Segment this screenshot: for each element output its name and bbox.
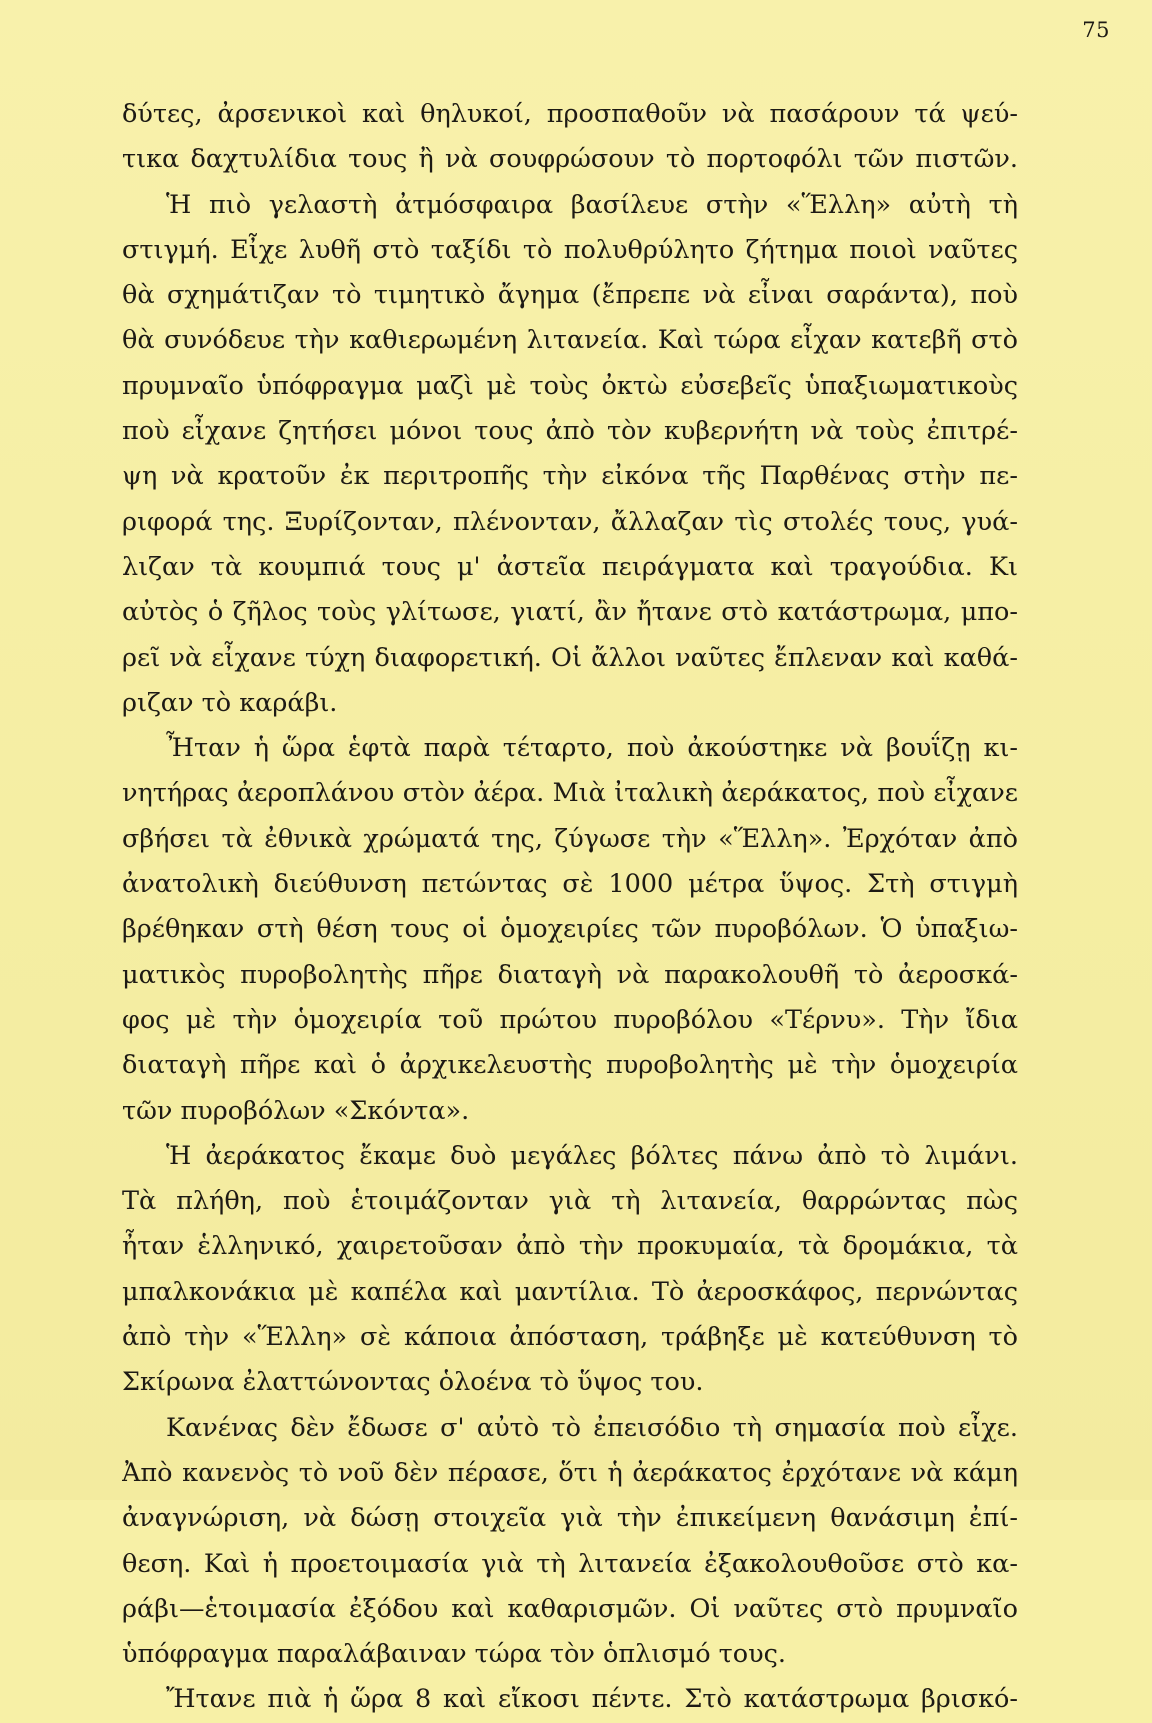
text-line: τῶν πυροβόλων «Σκόντα». xyxy=(122,1095,470,1126)
text-line: ρεῖ νὰ εἶχανε τύχη διαφορετική. Οἱ ἄλλοι ναῦτες ἔπλεναν καὶ καθά- xyxy=(122,642,1018,673)
text-line: στιγμή. Εἶχε λυθῆ στὸ ταξίδι τὸ πολυθρύλητο ζήτημα ποιοὶ ναῦτες xyxy=(122,234,1018,265)
text-line: αὐτὸς ὁ ζῆλος τοὺς γλίτωσε, γιατί, ἂν ἤτανε στὸ κατάστρωμα, μπο- xyxy=(122,597,1018,628)
text-line: δύτες, ἀρσενικοὶ καὶ θηλυκοί, προσπαθοῦν νὰ πασάρουν τά ψεύ- xyxy=(122,99,1018,129)
text-line: ριζαν τὸ καράβι. xyxy=(122,687,338,718)
text-line: ἀναγνώριση, νὰ δώσῃ στοιχεῖα γιὰ τὴν ἐπικείμενη θανάσιμη ἐπί- xyxy=(122,1503,1018,1534)
text-line: θὰ συνόδευε τὴν καθιερωμένη λιτανεία. Καὶ τώρα εἶχαν κατεβῆ στὸ xyxy=(122,325,1018,356)
page-number: 75 xyxy=(1082,18,1110,42)
text-line: Ἦταν ἡ ὥρα ἑφτὰ παρὰ τέταρτο, ποὺ ἀκούστηκε νὰ βουΐζῃ κι- xyxy=(166,733,1018,764)
page-text xyxy=(122,92,1018,1723)
text-line: θεση. Καὶ ἡ προετοιμασία γιὰ τὴ λιτανεία ἐξακολουθοῦσε στὸ κα- xyxy=(122,1548,1018,1579)
text-line: Σκίρωνα ἐλαττώνοντας ὁλοένα τὸ ὕψος του. xyxy=(122,1367,704,1398)
text-line: Ἀπὸ κανενὸς τὸ νοῦ δὲν πέρασε, ὅτι ἡ ἀεράκατος ἐρχότανε νὰ κάμη xyxy=(122,1457,1018,1488)
text-line: λιζαν τὰ κουμπιά τους μ' ἀστεῖα πειράγματα καὶ τραγούδια. Κι xyxy=(122,551,1018,582)
text-line: σβήσει τὰ ἐθνικὰ χρώματά της, ζύγωσε τὴν «Ἕλλη». Ἐρχόταν ἀπὸ xyxy=(122,823,1018,854)
text-line: Ἤτανε πιὰ ἡ ὥρα 8 καὶ εἴκοσι πέντε. Στὸ κατάστρωμα βρισκό- xyxy=(166,1684,1018,1715)
text-line: ἦταν ἑλληνικό, χαιρετοῦσαν ἀπὸ τὴν προκυμαία, τὰ δρομάκια, τὰ xyxy=(122,1231,1018,1262)
text-line: Ἡ πιὸ γελαστὴ ἀτμόσφαιρα βασίλευε στὴν «Ἕλλη» αὐτὴ τὴ xyxy=(166,189,1018,220)
text-line: Κανένας δὲν ἔδωσε σ' αὐτὸ τὸ ἐπεισόδιο τὴ σημασία ποὺ εἶχε. xyxy=(166,1412,1018,1443)
text-line: Ἡ ἀεράκατος ἔκαμε δυὸ μεγάλες βόλτες πάνω ἀπὸ τὸ λιμάνι. xyxy=(166,1140,1018,1171)
text-line: ἀπὸ τὴν «Ἕλλη» σὲ κάποια ἀπόσταση, τράβηξε μὲ κατεύθυνση τὸ xyxy=(122,1322,1018,1353)
text-line: ποὺ εἶχανε ζητήσει μόνοι τους ἀπὸ τὸν κυβερνήτη νὰ τοὺς ἐπιτρέ- xyxy=(122,416,1018,447)
text-line: ὑπόφραγμα παραλάβαιναν τώρα τὸν ὁπλισμό τους. xyxy=(122,1639,787,1670)
text-line: φος μὲ τὴν ὁμοχειρία τοῦ πρώτου πυροβόλου «Τέρνυ». Τὴν ἴδια xyxy=(122,1004,1018,1035)
text-line: ριφορά της. Ξυρίζονταν, πλένονταν, ἄλλαζαν τὶς στολές τους, γυά- xyxy=(122,506,1018,537)
text-line: ματικὸς πυροβολητὴς πῆρε διαταγὴ νὰ παρακολουθῆ τὸ ἀεροσκά- xyxy=(122,959,1018,990)
text-line: νητήρας ἀεροπλάνου στὸν ἀέρα. Μιὰ ἰταλικὴ ἀεράκατος, ποὺ εἶχανε xyxy=(122,778,1018,809)
text-line: ψη νὰ κρατοῦν ἐκ περιτροπῆς τὴν εἰκόνα τῆς Παρθένας στὴν πε- xyxy=(122,461,1018,492)
text-line: ἀνατολικὴ διεύθυνση πετώντας σὲ 1000 μέτρα ὕψος. Στὴ στιγμὴ xyxy=(122,869,1018,900)
text-line: ράβι—ἑτοιμασία ἐξόδου καὶ καθαρισμῶν. Οἱ ναῦτες στὸ πρυμναῖο xyxy=(122,1593,1018,1624)
text-line: θὰ σχημάτιζαν τὸ τιμητικὸ ἄγημα (ἔπρεπε νὰ εἶναι σαράντα), ποὺ xyxy=(122,280,1018,311)
text-line: τικα δαχτυλίδια τους ἢ νὰ σουφρώσουν τὸ πορτοφόλι τῶν πιστῶν. xyxy=(122,144,1018,175)
text-line: μπαλκονάκια μὲ καπέλα καὶ μαντίλια. Τὸ ἀεροσκάφος, περνώντας xyxy=(122,1276,1018,1307)
text-line: πρυμναῖο ὑπόφραγμα μαζὶ μὲ τοὺς ὀκτὼ εὐσεβεῖς ὑπαξιωματικοὺς xyxy=(122,370,1018,401)
text-line: βρέθηκαν στὴ θέση τους οἱ ὁμοχειρίες τῶν πυροβόλων. Ὁ ὑπαξιω- xyxy=(122,914,1018,945)
text-line: Τὰ πλήθη, ποὺ ἑτοιμάζονταν γιὰ τὴ λιτανεία, θαρρώντας πὼς xyxy=(122,1186,1018,1217)
text-line: διαταγὴ πῆρε καὶ ὁ ἀρχικελευστὴς πυροβολητὴς μὲ τὴν ὁμοχειρία xyxy=(122,1050,1018,1081)
